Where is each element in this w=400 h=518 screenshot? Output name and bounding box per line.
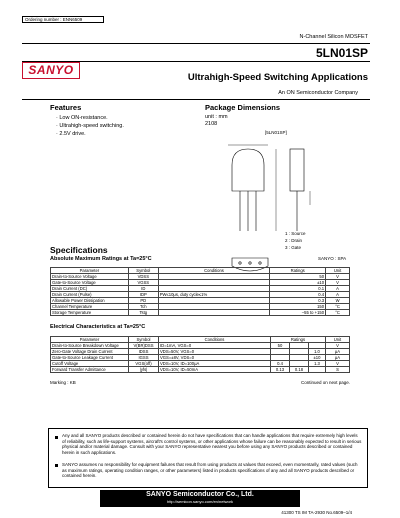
table-cell: Cutoff Voltage	[51, 361, 129, 367]
column-header: Unit	[326, 268, 350, 274]
column-header: Conditions	[159, 337, 271, 343]
sanyo-logo: SANYO	[22, 62, 80, 79]
feature-item: · Ultrahigh-speed switching.	[56, 123, 124, 129]
table-cell: Drain-to-Source Breakdown Voltage	[51, 343, 129, 349]
table-cell: PD	[128, 298, 158, 304]
table-cell: ±10	[308, 355, 325, 361]
table-cell: Allowable Power Dissipation	[51, 298, 129, 304]
table-cell: μA	[326, 349, 350, 355]
table-cell: V	[326, 280, 350, 286]
table-cell: VGSS	[128, 280, 158, 286]
table-cell: °C	[326, 304, 350, 310]
bullet-icon	[55, 464, 58, 467]
company-tagline: An ON Semiconductor Company	[278, 90, 358, 96]
abs-max-title: Absolute Maximum Ratings at Ta=25°C	[50, 256, 152, 262]
package-type: SANYO : SPA	[318, 256, 347, 261]
column-header: Symbol	[128, 268, 158, 274]
package-tag: [5LN01SP]	[265, 130, 287, 135]
table-cell: Zero-Gate Voltage Drain Current	[51, 349, 129, 355]
table-cell: Channel Temperature	[51, 304, 129, 310]
pin-label: 3 : Gate	[285, 245, 302, 250]
footer-company: SANYO Semiconductor Co., Ltd.	[146, 491, 254, 498]
table-cell: Storage Temperature	[51, 310, 129, 316]
table-cell: 50	[271, 343, 290, 349]
divider	[22, 43, 370, 44]
column-header: Ratings	[270, 268, 326, 274]
document-title: Ultrahigh-Speed Switching Applications	[187, 72, 368, 83]
divider	[22, 99, 370, 100]
elec-char-table	[50, 336, 350, 373]
table-cell: VDS=50V, VGS=0	[159, 349, 271, 355]
footer-url[interactable]: http://semicon.sanyo.com/en/network	[166, 499, 234, 504]
notice-text: Any and all SANYO products described or contained herein do not have specifications that can handle applications that require extremely high levels of reliability, such as life-support systems, aircraft's control systems, or other applications whose failure can be reasonably expected to result in serious physical and/or material damage. Consult with your SANYO representative nearest you before using any SANYO products described or contained herein in such applications.	[62, 433, 362, 455]
table-cell: 1.0	[308, 349, 325, 355]
table-cell: Drain-to-Source Voltage	[51, 274, 129, 280]
feature-item: · 2.5V drive.	[56, 131, 86, 137]
table-cell: 150	[270, 304, 326, 310]
footer-bar	[100, 490, 300, 507]
table-cell: 1.3	[308, 361, 325, 367]
table-cell: 50	[270, 274, 326, 280]
column-header: Parameter	[51, 268, 129, 274]
bullet-icon	[55, 436, 58, 439]
table-cell: VDSS	[128, 274, 158, 280]
table-cell: V	[326, 274, 350, 280]
part-number: 5LN01SP	[315, 46, 368, 60]
table-cell: Drain Current (Pulse)	[51, 292, 129, 298]
marking-note: Marking : KB	[50, 380, 76, 385]
table-cell: Drain Current (DC)	[51, 286, 129, 292]
package-drawing	[220, 135, 340, 250]
table-cell: –55 to +150	[270, 310, 326, 316]
notice-box	[48, 428, 368, 488]
table-cell: °C	[326, 310, 350, 316]
table-cell: V	[326, 343, 350, 349]
column-header: Conditions	[158, 268, 270, 274]
table-cell: ±10	[270, 280, 326, 286]
device-subtitle: N-Channel Silicon MOSFET	[299, 34, 368, 40]
table-cell: IDP	[128, 292, 158, 298]
package-code: 2108	[205, 121, 218, 127]
table-cell: V	[326, 361, 350, 367]
package-heading: Package Dimensions	[205, 103, 281, 112]
table-cell: 0.4	[270, 292, 326, 298]
ordering-number: Ordering number : ENN6509	[22, 16, 104, 23]
table-cell: Tch	[128, 304, 158, 310]
table-cell: Tstg	[128, 310, 158, 316]
table-cell: A	[326, 292, 350, 298]
table-cell: PW≤10μs, duty cycle≤1%	[158, 292, 270, 298]
table-cell: 0.4	[271, 361, 290, 367]
table-cell: Forward Transfer Admittance	[51, 367, 129, 373]
table-cell	[158, 310, 270, 316]
table-cell: VDS=10V, ID=100μA	[159, 361, 271, 367]
pin-label: 2 : Drain	[285, 238, 303, 243]
table-cell: VGS=±8V, VDS=0	[159, 355, 271, 361]
table-cell: 0.13	[271, 367, 290, 373]
abs-max-table	[50, 267, 350, 316]
table-cell: |yfs|	[129, 367, 159, 373]
column-header: Symbol	[129, 337, 159, 343]
table-cell: A	[326, 286, 350, 292]
document-code: 41300 TS IM TA-2930 No.6509–1/4	[281, 510, 352, 515]
table-cell: VDS=10V, ID=50mA	[159, 367, 271, 373]
specs-heading: Specifications	[50, 245, 108, 255]
table-cell: ID=1mA, VGS=0	[159, 343, 271, 349]
feature-item: · Low ON-resistance.	[56, 115, 108, 121]
column-header: Ratings	[271, 337, 326, 343]
table-cell: W	[326, 298, 350, 304]
table-cell: 0.1	[270, 286, 326, 292]
table-cell: IDSS	[129, 349, 159, 355]
continued-note: Continued on next page.	[300, 380, 350, 385]
table-cell	[308, 367, 325, 373]
table-cell: 0.18	[289, 367, 308, 373]
column-header: Unit	[326, 337, 350, 343]
table-cell: S	[326, 367, 350, 373]
table-row	[51, 310, 350, 316]
column-header: Parameter	[51, 337, 129, 343]
elec-char-title: Electrical Characteristics at Ta=25°C	[50, 324, 146, 330]
table-cell: VGS(off)	[129, 361, 159, 367]
table-cell: Gate-to-Source Leakage Current	[51, 355, 129, 361]
table-cell: V(BR)DSS	[129, 343, 159, 349]
table-cell: μA	[326, 355, 350, 361]
table-row	[51, 367, 350, 373]
table-cell: 0.3	[270, 298, 326, 304]
table-cell: ID	[128, 286, 158, 292]
notice-text: SANYO assumes no responsibility for equipment failures that result from using products at values that exceed, even momentarily, rated values (such as maximum ratings, operating condition ranges, or other parameters) listed in products specifications of any and all SANYO products described or contained herein.	[62, 462, 358, 478]
features-heading: Features	[50, 103, 82, 112]
table-cell: IGSS	[129, 355, 159, 361]
table-cell: Gate-to-Source Voltage	[51, 280, 129, 286]
pin-label: 1 : Source	[285, 231, 306, 236]
package-unit: unit : mm	[205, 114, 228, 120]
